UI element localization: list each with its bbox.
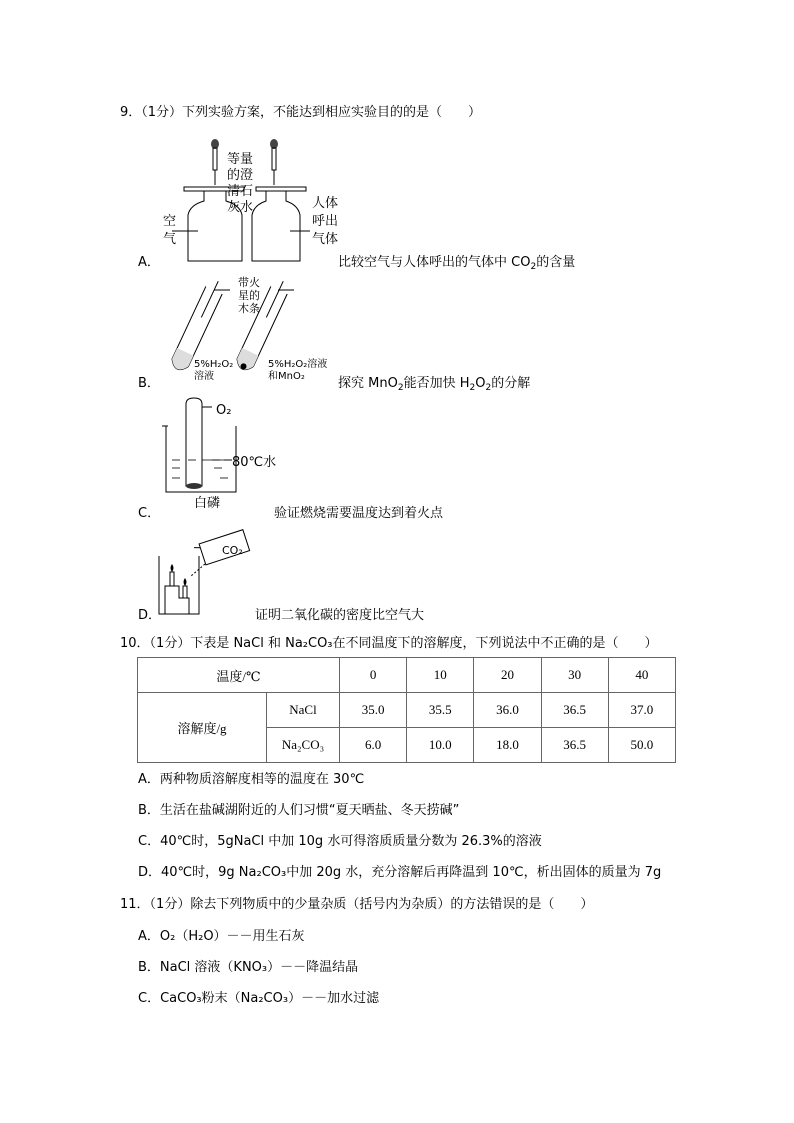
q9c-letter: C． bbox=[138, 506, 161, 521]
table-cell: 18.0 bbox=[474, 728, 541, 763]
q9a-letter: A． bbox=[138, 255, 160, 270]
q9c-label-water: 80℃水 bbox=[232, 455, 277, 470]
table-na2co3-label: Na₂CO₃ bbox=[267, 728, 340, 763]
table-row-header bbox=[138, 658, 676, 693]
q9a-label-limewater-2: 的澄 bbox=[227, 168, 254, 183]
q9b-label-tube1-1: 5%H₂O₂ bbox=[194, 359, 234, 370]
q9d-label-co2: CO₂ bbox=[222, 544, 243, 557]
q9d-figure-candles bbox=[155, 528, 255, 618]
q11-stem: 11．（1分）除去下列物质中的少量杂质（括号内为杂质）的方法错误的是（ ） bbox=[120, 897, 594, 912]
q9b-label-splint-3: 木条 bbox=[238, 302, 260, 315]
table-cell: 36.5 bbox=[541, 693, 608, 728]
q9a-label-limewater-1: 等量 bbox=[227, 152, 254, 167]
table-row-nacl bbox=[138, 693, 676, 728]
q9c-label-phosphorus: 白磷 bbox=[194, 496, 221, 511]
solubility-table bbox=[137, 657, 676, 763]
table-row-label: 溶解度/g bbox=[138, 693, 267, 763]
q9c-desc: 验证燃烧需要温度达到着火点 bbox=[274, 506, 444, 521]
table-cell: 36.0 bbox=[474, 693, 541, 728]
table-temp-30: 30 bbox=[541, 658, 608, 693]
q9b-letter: B． bbox=[138, 376, 160, 391]
table-temp-0: 0 bbox=[340, 658, 407, 693]
table-header-temp: 温度/℃ bbox=[138, 658, 340, 693]
q10-option-b: B．生活在盐碱湖附近的人们习惯“夏天晒盐、冬天捞碱” bbox=[138, 803, 460, 818]
q10-option-a: A．两种物质溶解度相等的温度在 30℃ bbox=[138, 772, 365, 787]
q11-option-a: A．O₂（H₂O）－－用生石灰 bbox=[138, 929, 305, 944]
q9a-desc: 比较空气与人体呼出的气体中 $CO_2$的含量 bbox=[338, 255, 576, 272]
q11-option-b: B．NaCl 溶液（KNO₃）－－降温结晶 bbox=[138, 960, 359, 975]
q9d-desc: 证明二氧化碳的密度比空气大 bbox=[255, 608, 425, 623]
q9b-label-tube2-2: 和MnO₂ bbox=[268, 371, 305, 382]
table-cell: 36.5 bbox=[541, 728, 608, 763]
q9-stem: 9．（1分）下列实验方案，不能达到相应实验目的的是（ ） bbox=[120, 105, 482, 120]
table-temp-40: 40 bbox=[608, 658, 675, 693]
q9b-label-splint-2: 星的 bbox=[238, 289, 260, 302]
q9a-label-limewater-4: 灰水 bbox=[227, 200, 254, 215]
table-cell: 35.5 bbox=[407, 693, 474, 728]
q9a-label-limewater-3: 清石 bbox=[227, 184, 254, 199]
q9b-label-splint-1: 带火 bbox=[238, 276, 260, 289]
table-cell: 10.0 bbox=[407, 728, 474, 763]
table-nacl-label: NaCl bbox=[267, 693, 340, 728]
table-cell: 37.0 bbox=[608, 693, 675, 728]
table-cell: 6.0 bbox=[340, 728, 407, 763]
q9a-label-air-1: 空 bbox=[163, 214, 177, 229]
q9b-label-tube1-2: 溶液 bbox=[194, 371, 214, 382]
table-cell: 50.0 bbox=[608, 728, 675, 763]
table-temp-20: 20 bbox=[474, 658, 541, 693]
table-cell: 35.0 bbox=[340, 693, 407, 728]
q9a-label-breath-1: 人体 bbox=[312, 196, 339, 211]
q10-option-d: D．40℃时，9g Na₂CO₃中加 20g 水，充分溶解后再降温到 10℃，析出固体的质量为 7g bbox=[138, 865, 662, 880]
table-temp-10: 10 bbox=[407, 658, 474, 693]
q9a-label-air-2: 气 bbox=[163, 232, 177, 247]
q9d-letter: D． bbox=[138, 608, 162, 623]
q10-option-c: C．40℃时，5gNaCl 中加 10g 水可得溶质质量分数为 26.3%的溶液 bbox=[138, 834, 542, 849]
q9b-label-tube2-1: 5%H₂O₂溶液 bbox=[268, 359, 328, 370]
q9b-desc: 探究 MnO$_2$能否加快 $H_2O_2$的分解 bbox=[338, 376, 531, 393]
q9a-label-breath-3: 气体 bbox=[312, 232, 339, 247]
q9a-label-breath-2: 呼出 bbox=[312, 214, 339, 229]
q11-option-c: C．CaCO₃粉末（Na₂CO₃）－－加水过滤 bbox=[138, 991, 380, 1006]
q9c-label-o2: O₂ bbox=[216, 403, 232, 418]
q10-stem: 10．（1分）下表是 NaCl 和 Na₂CO₃在不同温度下的溶解度，下列说法中不正确的是（ ） bbox=[120, 636, 658, 651]
